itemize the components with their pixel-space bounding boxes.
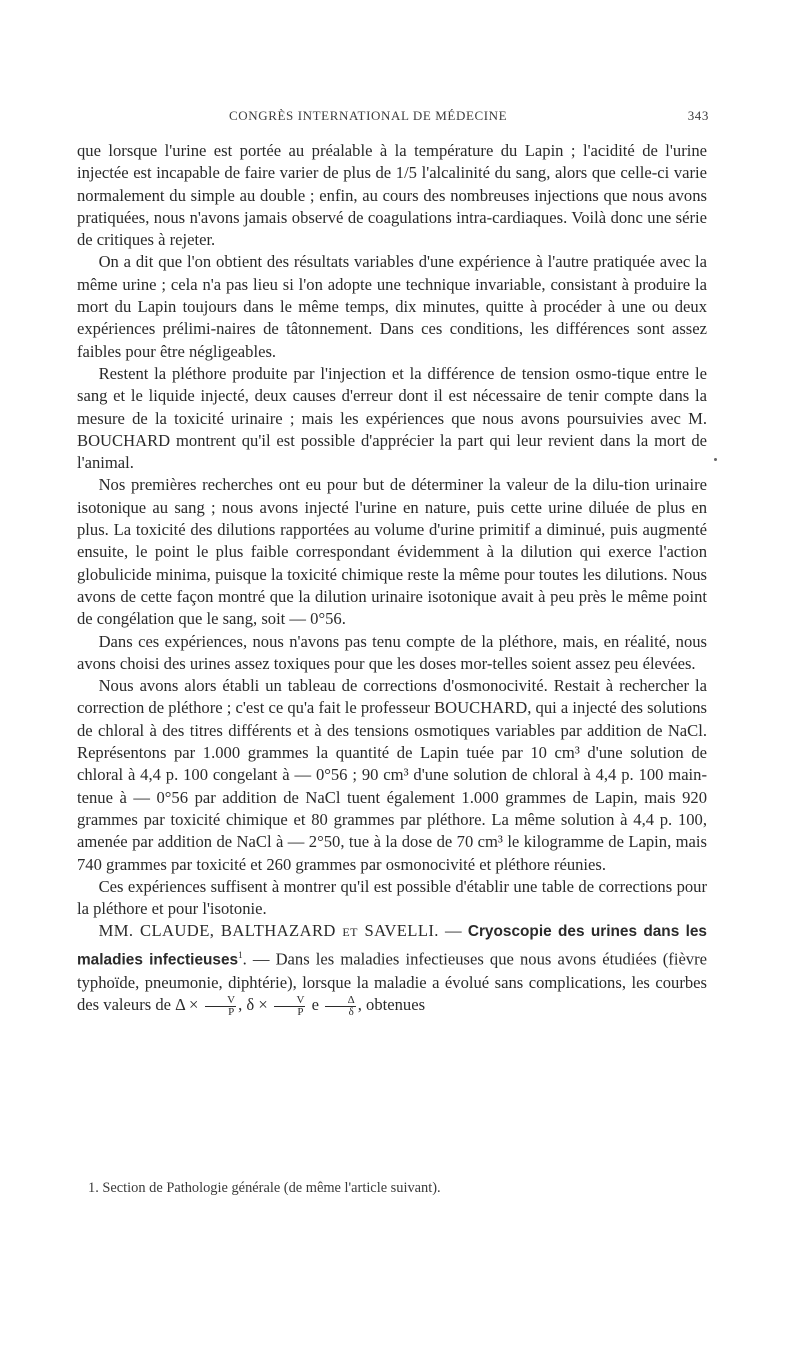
section-authors: MM. CLAUDE, BALTHAZARD et SAVELLI. [98,921,439,941]
running-title: CONGRÈS INTERNATIONAL DE MÉDECINE [229,108,508,123]
body-text [77,140,707,1018]
running-header [77,96,709,123]
footnote-marker: 1 [238,949,243,960]
page-number: 343 [687,108,709,123]
paragraph-4: Nos premières recherches ont eu pour but de déterminer la valeur de la dilu-tion urinaire isotonique au sang ; nous avons injecté l'urine en nature, puis cette urine diluée de plus en plus. La toxicité des dilutions rapportées au volume d'urine primitif a diminué, puis augmenté ensuite, le point le plus faible correspondant évidemment à la dilution qui exerce l'action globulicide minima, puisque la toxicité chimique reste la même pour toutes les dilutions. Nous avons de cette façon montré que la dilution urinaire isotonique avait à peu près le même point de congélation que le sang, soit — 0°56. [77,475,707,629]
paragraph-5: Dans ces expériences, nous n'avons pas tenu compte de la pléthore, mais, en réalité, nous avons choisi des urines assez toxiques pour que les doses mor-telles soient assez peu élevées. [77,631,707,673]
formula-1-fraction [205,995,237,1018]
paragraph-3: Restent la pléthore produite par l'injection et la différence de tension osmo-tique entre le sang et le liquide injecté, deux causes d'erreur dont il est nécessaire de tenir compte dans la mesure de la toxicité urinaire ; mais les expériences que nous avons poursuivies avec M. BOUCHARD montrent qu'il est possible d'apprécier la part qui leur revient dans la mort de l'animal. [77,363,707,473]
formula-2-denominator: P [297,1005,304,1018]
page [77,96,707,1018]
section-paragraph [77,920,707,1017]
section-dash: — [438,921,468,941]
formula-3-denominator: δ [348,1005,354,1018]
formula-3-numerator: Δ [325,995,356,1007]
formula-1-denominator: P [228,1005,235,1018]
formula-separator-1: , [238,994,247,1014]
formula-values [175,993,358,1018]
paragraph-6: Nous avons alors établi un tableau de corrections d'osmonocivité. Restait à rechercher la correction de pléthore ; c'est ce qu'a fait le professeur BOUCHARD, qui a injecté des solutions de chloral à des titres différents et à des tensions osmotiques variables par addition de NaCl. Représentons par 1.000 grammes la quantité de Lapin tuée par 10 cm³ d'une solution de chloral à 4,4 p. 100 congelant à — 0°56 ; 90 cm³ d'une solution de chloral à 4,4 p. 100 main-tenue à — 0°56 par addition de NaCl tuent également 1.000 grammes de Lapin, mais 920 grammes par toxicité chimique et 80 grammes par pléthore. La même solution à 4,4 p. 100, amenée par addition de NaCl à — 2°50, tue à la dose de 70 cm³ le kilogramme de Lapin, mais 740 grammes par toxicité et 260 grammes par osmonocivité et pléthore réunies. [77,676,707,874]
formula-2-fraction [274,995,306,1018]
formula-1-numerator: V [205,995,237,1007]
section-title: Cryoscopie des urines dans les maladies infectieuses [77,923,707,969]
footnote: 1. Section de Pathologie générale (de même l'article suivant). [88,1180,441,1196]
formula-3-fraction [325,995,356,1018]
formula-2-prefix: δ × [246,994,272,1014]
formula-separator-2: e [307,994,324,1014]
paragraph-2: On a dit que l'on obtient des résultats variables d'une expérience à l'autre pratiquée avec la même urine ; cela n'a pas lieu si l'on adopte une technique invariable, consistant à produire la mort du Lapin toujours dans le même temps, dix minutes, quitte à procéder à une ou deux expériences prélimi-naires de tâtonnement. Dans ces conditions, les différences sont assez faibles pour être négligeables. [77,252,707,361]
paragraph-7: Ces expériences suffisent à montrer qu'il est possible d'établir une table de corrections pour la pléthore et pour l'isotonie. [77,876,707,919]
margin-speck [714,458,717,461]
paragraph-1: que lorsque l'urine est portée au préalable à la température du Lapin ; l'acidité de l'urine injectée est incapable de faire varier de plus de 1/5 l'alcalinité du sang, alors que celle-ci varie normalement du simple au double ; enfin, au cours des nombreuses injections que nous avons pratiquées, nous n'avons jamais observé de coagulations intra-cardiaques. Voilà donc une série de critiques à rejeter. [77,141,707,250]
formula-1-prefix: Δ × [175,994,203,1014]
formula-2-numerator: V [274,995,306,1007]
section-text-b: , obtenues [357,994,426,1014]
section-text-a: . — Dans les maladies infectieuses que nous avons étudiées (fièvre typhoïde, pneumonie, diphtérie), lorsque la maladie a évolué sans complications, les courbes des valeurs de [77,949,707,1014]
